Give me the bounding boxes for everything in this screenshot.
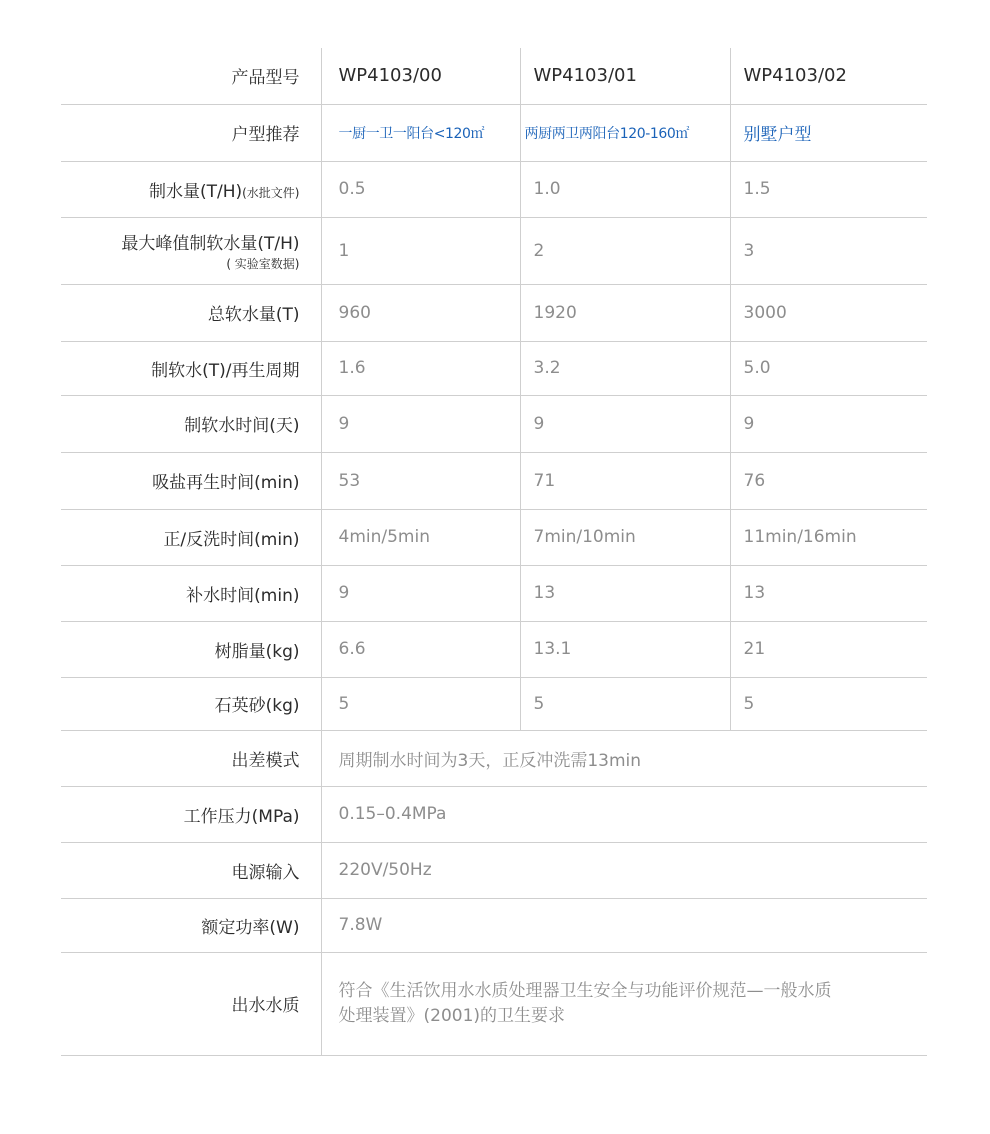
table-row-model [61, 48, 927, 104]
cell-value: 7min/10min [520, 509, 730, 565]
table-row [61, 161, 927, 217]
cell-value: 21 [743, 639, 766, 659]
row-label [61, 161, 321, 217]
recommend-value: 一厨一卫一阳台<120㎡ [321, 104, 520, 161]
row-label: 制软水时间(天) [61, 395, 321, 452]
row-label-note: ( 实验室数据) [226, 257, 300, 271]
row-label: 补水时间(min) [61, 565, 321, 621]
cell-value: 11min/16min [743, 527, 857, 547]
row-label: 工作压力(MPa) [61, 786, 321, 842]
row-label: 制软水(T)/再生周期 [61, 341, 321, 395]
spec-table [61, 48, 927, 1056]
cell-value: 9 [520, 395, 730, 452]
row-label-note: (水批文件) [242, 185, 300, 200]
cell-value: 9 [321, 565, 520, 621]
row-label: 产品型号 [61, 48, 321, 104]
shared-value: 周期制水时间为3天，正反冲洗需13min [338, 750, 642, 771]
model-name: WP4103/01 [520, 48, 730, 104]
row-label: 额定功率(W) [61, 898, 321, 952]
cell-value: 1.6 [321, 341, 520, 395]
table-row [61, 565, 927, 621]
cell-value: 6.6 [321, 621, 520, 677]
table-row [61, 217, 927, 284]
row-label: 户型推荐 [61, 104, 321, 161]
cell-value: 9 [321, 395, 520, 452]
cell-value: 1.5 [743, 179, 771, 199]
cell-value: 4min/5min [321, 509, 520, 565]
row-label: 正/反洗时间(min) [61, 509, 321, 565]
table-row-recommend [61, 104, 927, 161]
shared-value: 7.8W [338, 915, 383, 935]
row-label-text: 制水量(T/H) [148, 181, 243, 202]
cell-value: 3 [743, 240, 755, 261]
model-name: WP4103/02 [743, 65, 847, 87]
row-label: 石英砂(kg) [61, 677, 321, 730]
cell-value: 5 [743, 693, 755, 714]
table-row-shared [61, 898, 927, 952]
row-label: 树脂量(kg) [61, 621, 321, 677]
cell-value: 5 [520, 677, 730, 730]
table-row-shared [61, 842, 927, 898]
row-label: 出差模式 [61, 730, 321, 786]
cell-value: 3.2 [520, 341, 730, 395]
cell-value: 1920 [520, 284, 730, 341]
cell-value: 9 [743, 413, 755, 434]
table-row [61, 621, 927, 677]
cell-value: 71 [520, 452, 730, 509]
shared-value: 符合《生活饮用水水质处理器卫生安全与功能评价规范—一般水质处理装置》(2001)的卫生要求 [338, 980, 832, 1026]
table-row [61, 509, 927, 565]
row-label [61, 217, 321, 284]
table-row-shared [61, 730, 927, 786]
cell-value: 3000 [743, 302, 787, 323]
table-row [61, 395, 927, 452]
cell-value: 13 [520, 565, 730, 621]
cell-value: 13 [743, 583, 766, 603]
shared-value: 220V/50Hz [338, 860, 432, 880]
table-row [61, 341, 927, 395]
recommend-value: 两厨两卫两阳台120-160㎡ [520, 104, 730, 161]
table-row [61, 677, 927, 730]
cell-value: 1 [321, 217, 520, 284]
cell-value: 0.5 [321, 161, 520, 217]
table-row-shared [61, 786, 927, 842]
cell-value: 960 [321, 284, 520, 341]
row-label-text: 最大峰值制软水量(T/H) [121, 234, 300, 254]
row-label: 电源输入 [61, 842, 321, 898]
shared-value: 0.15–0.4MPa [338, 804, 447, 824]
recommend-value: 别墅户型 [743, 125, 812, 145]
cell-value: 5 [321, 677, 520, 730]
cell-value: 1.0 [520, 161, 730, 217]
cell-value: 76 [743, 470, 766, 491]
cell-value: 13.1 [520, 621, 730, 677]
model-name: WP4103/00 [321, 48, 520, 104]
row-label: 吸盐再生时间(min) [61, 452, 321, 509]
row-label: 总软水量(T) [61, 284, 321, 341]
cell-value: 5.0 [743, 358, 771, 378]
table-row-shared [61, 952, 927, 1055]
cell-value: 53 [321, 452, 520, 509]
table-row [61, 452, 927, 509]
row-label: 出水水质 [61, 952, 321, 1055]
table-row [61, 284, 927, 341]
cell-value: 2 [520, 217, 730, 284]
